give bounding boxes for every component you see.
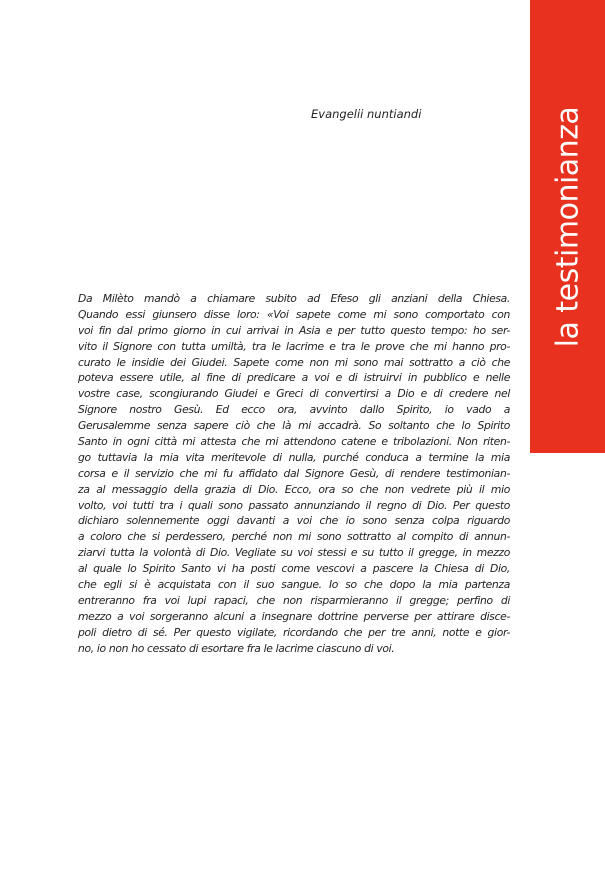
- body-line: curato le insidie dei Giudei. Sapete come non mi sono mai sottratto a ciò che: [78, 355, 510, 369]
- body-line: mezzo a voi sorgeranno alcuni a insegnare dottrine perverse per attirare disce-: [78, 609, 510, 623]
- body-line: poteva essere utile, al fine di predicare a voi e di istruirvi in pubblico e nelle: [78, 371, 510, 385]
- body-line: volto, voi tutti tra i quali sono passato annunziando il regno di Dio. Per questo: [78, 498, 510, 512]
- side-title: la testimonianza: [550, 106, 585, 347]
- body-line: che egli si è acquistata con il suo sangue. Io so che dopo la mia partenza: [78, 578, 510, 592]
- body-line: poli dietro di sé. Per questo vigilate, ricordando che per tre anni, notte e gior-: [78, 625, 510, 639]
- body-line: za al messaggio della grazia di Dio. Ecco, ora so che non vedrete più il mio: [78, 482, 510, 496]
- body-line: Quando essi giunsero disse loro: «Voi sapete come mi sono comportato con: [78, 307, 510, 321]
- body-line: dichiaro solennemente oggi davanti a voi che io sono senza colpa riguardo: [78, 514, 510, 528]
- body-line: voi fin dal primo giorno in cui arrivai in Asia e per tutto questo tempo: ho ser-: [78, 323, 510, 337]
- body-line: al quale lo Spirito Santo vi ha posti come vescovi a pascere la Chiesa di Dio,: [78, 562, 510, 576]
- epigraph: Evangelii nuntiandi: [311, 107, 422, 121]
- body-line: Santo in ogni città mi attesta che mi attendono catene e tribolazioni. Non riten-: [78, 435, 510, 449]
- body-line: go tuttavia la mia vita meritevole di nulla, purché conduca a termine la mia: [78, 450, 510, 464]
- side-title-band: [530, 0, 605, 453]
- body-line: no, io non ho cessato di esortare fra le lacrime ciascuno di voi.: [78, 641, 395, 655]
- body-line: corsa e il servizio che mi fu affidato dal Signore Gesù, di rendere testimonian-: [78, 466, 510, 480]
- body-paragraph: [78, 291, 510, 656]
- body-line: entreranno fra voi lupi rapaci, che non risparmieranno il gregge; perfino di: [78, 593, 510, 607]
- body-line: Da Milèto mandò a chiamare subito ad Efeso gli anziani della Chiesa.: [78, 292, 510, 305]
- body-line: Gerusalemme senza sapere ciò che là mi accadrà. So soltanto che lo Spirito: [78, 419, 510, 433]
- body-line: Signore nostro Gesù. Ed ecco ora, avvinto dallo Spirito, io vado a: [78, 403, 510, 417]
- body-line: vito il Signore con tutta umiltà, tra le lacrime e tra le prove che mi hanno pro-: [78, 339, 510, 353]
- body-line: ziarvi tutta la volontà di Dio. Vegliate su voi stessi e su tutto il gregge, in mezzo: [78, 546, 510, 560]
- body-line: a coloro che si perdessero, perché non mi sono sottratto al compito di annun-: [78, 530, 510, 544]
- body-line: vostre case, scongiurando Giudei e Greci di convertirsi a Dio e di credere nel: [78, 387, 510, 401]
